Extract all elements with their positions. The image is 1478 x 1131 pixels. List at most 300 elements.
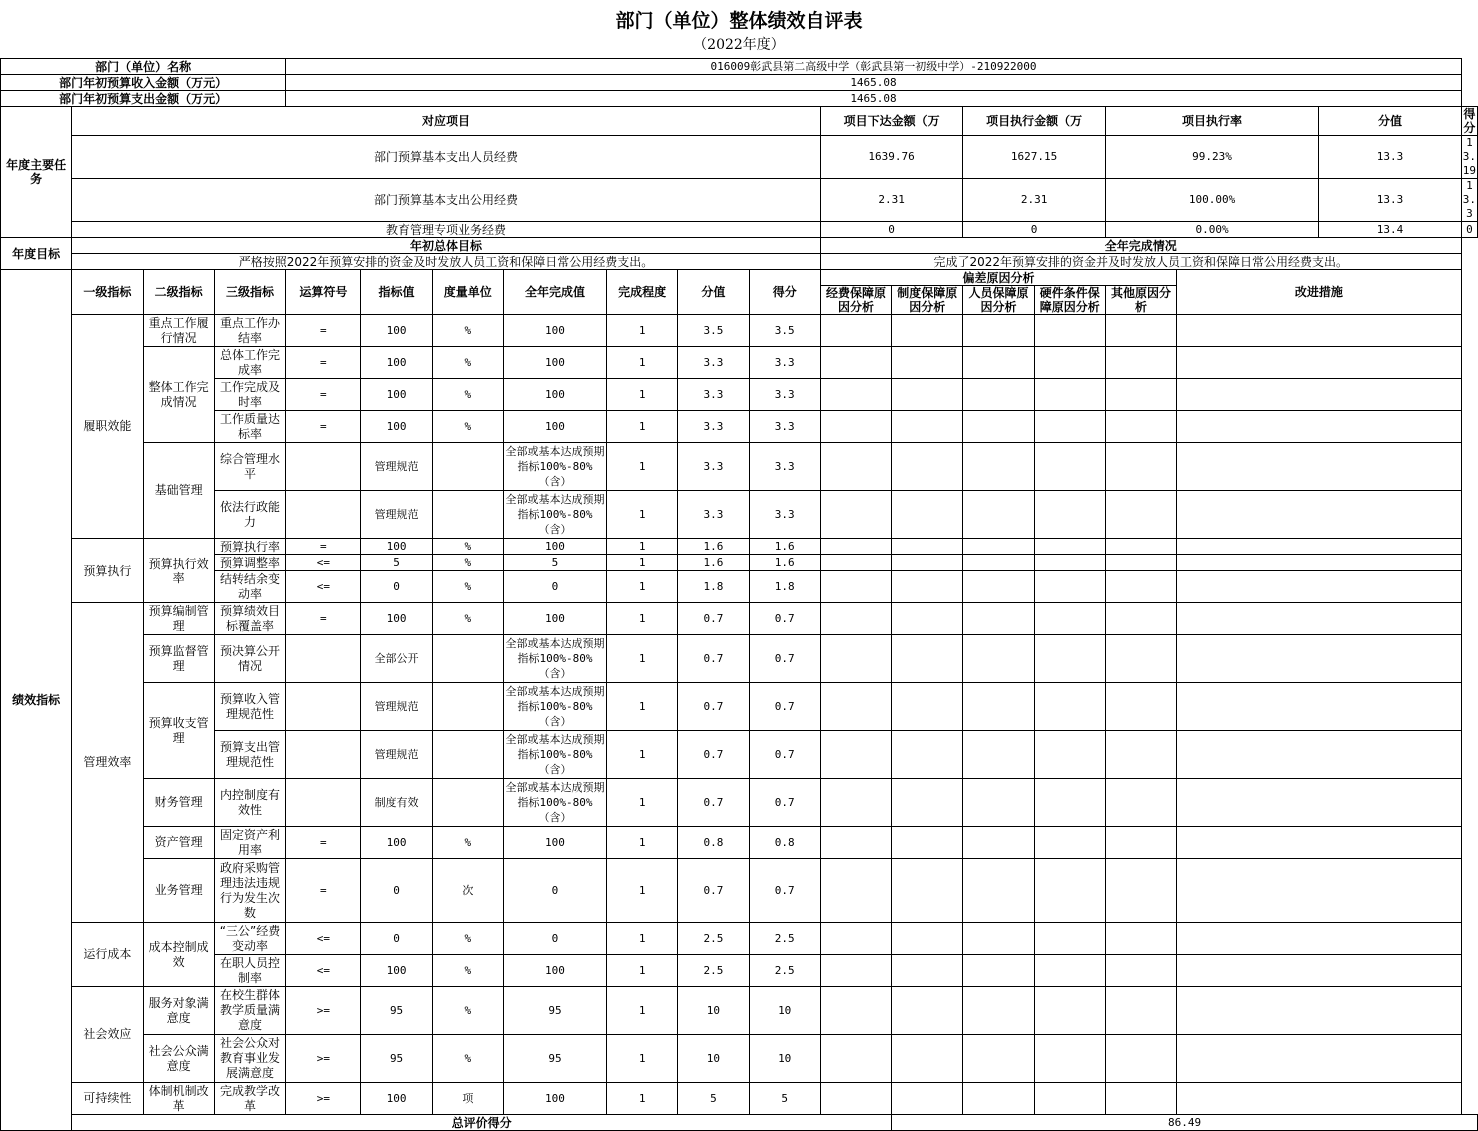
level2-indicator: 重点工作履行情况 (143, 315, 214, 347)
improve-cell (1177, 379, 1462, 411)
deviation-cell (1105, 347, 1176, 379)
target-cell: 95 (361, 1035, 432, 1083)
task-rate: 0.00% (1105, 222, 1318, 238)
unit-cell: % (432, 379, 503, 411)
deviation-cell (820, 923, 891, 955)
score-cell: 0.7 (678, 603, 749, 635)
unit-cell (432, 731, 503, 779)
task-score: 13.4 (1319, 222, 1462, 238)
deviation-cell (1034, 571, 1105, 603)
deviation-cell (1105, 571, 1176, 603)
got-cell: 0.7 (749, 603, 820, 635)
deviation-cell (1105, 859, 1176, 923)
level3-indicator: 预算绩效目标覆盖率 (214, 603, 285, 635)
deviation-cell (892, 731, 963, 779)
improve-cell (1177, 731, 1462, 779)
deviation-cell (1105, 1083, 1176, 1115)
level3-indicator: 工作完成及时率 (214, 379, 285, 411)
unit-cell: 次 (432, 859, 503, 923)
target-cell: 100 (361, 315, 432, 347)
deviation-cell (1034, 379, 1105, 411)
deviation-cell (820, 731, 891, 779)
unit-cell: 项 (432, 1083, 503, 1115)
level1-indicator: 运行成本 (72, 923, 143, 987)
operator-cell: = (286, 827, 361, 859)
deviation-cell (892, 987, 963, 1035)
improve-header: 改进措施 (1177, 270, 1462, 315)
level2-indicator: 预算执行效率 (143, 539, 214, 603)
degree-cell: 1 (607, 1083, 678, 1115)
unit-cell: % (432, 1035, 503, 1083)
deviation-cell (820, 315, 891, 347)
level3-indicator: 预算执行率 (214, 539, 285, 555)
target-cell: 100 (361, 603, 432, 635)
got-cell: 0.8 (749, 827, 820, 859)
indicator-header-unit: 度量单位 (432, 270, 503, 315)
deviation-cell (820, 987, 891, 1035)
indicator-header-level1: 一级指标 (72, 270, 143, 315)
score-cell: 1.8 (678, 571, 749, 603)
tasks-header-executed: 项目执行金额（万 (963, 107, 1106, 136)
level2-indicator: 预算收支管理 (143, 683, 214, 779)
level3-indicator: 社会公众对教育事业发展满意度 (214, 1035, 285, 1083)
task-name: 部门预算基本支出人员经费 (72, 136, 821, 179)
deviation-cell (820, 779, 891, 827)
deviation-cell (820, 683, 891, 731)
level3-indicator: 预算调整率 (214, 555, 285, 571)
actual-cell: 全部或基本达成预期指标100%-80%（含） (503, 443, 606, 491)
deviation-cell (1105, 555, 1176, 571)
deviation-cell (892, 571, 963, 603)
improve-cell (1177, 555, 1462, 571)
deviation-cell (820, 827, 891, 859)
level3-indicator: 预决算公开情况 (214, 635, 285, 683)
level2-indicator: 财务管理 (143, 779, 214, 827)
score-cell: 3.3 (678, 411, 749, 443)
level2-indicator: 社会公众满意度 (143, 1035, 214, 1083)
deviation-header: 偏差原因分析 (820, 270, 1176, 286)
level3-indicator: 工作质量达标率 (214, 411, 285, 443)
task-got: 13.19 (1462, 136, 1476, 177)
target-cell: 95 (361, 987, 432, 1035)
operator-cell: = (286, 315, 361, 347)
unit-cell: % (432, 411, 503, 443)
task-score: 13.3 (1319, 179, 1462, 222)
deviation-cell (963, 827, 1034, 859)
deviation-cell (1105, 923, 1176, 955)
indicator-header-degree: 完成程度 (607, 270, 678, 315)
actual-cell: 全部或基本达成预期指标100%-80%（含） (503, 779, 606, 827)
deviation-cell (963, 315, 1034, 347)
unit-cell: % (432, 555, 503, 571)
goal-complete-header: 全年完成情况 (820, 238, 1461, 254)
got-cell: 3.3 (749, 411, 820, 443)
task-assigned: 0 (820, 222, 963, 238)
got-cell: 0.7 (749, 635, 820, 683)
level1-indicator: 管理效率 (72, 603, 143, 923)
score-cell: 0.8 (678, 827, 749, 859)
indicator-header-score: 分值 (678, 270, 749, 315)
operator-cell: = (286, 379, 361, 411)
degree-cell: 1 (607, 603, 678, 635)
operator-cell: = (286, 347, 361, 379)
actual-cell: 95 (503, 1035, 606, 1083)
degree-cell: 1 (607, 1035, 678, 1083)
actual-cell: 100 (503, 603, 606, 635)
indicators-label: 绩效指标 (1, 270, 72, 1131)
deviation-cell (820, 555, 891, 571)
degree-cell: 1 (607, 347, 678, 379)
deviation-cell (1034, 827, 1105, 859)
expense-label: 部门年初预算支出金额（万元） (1, 91, 286, 107)
deviation-col-header: 制度保障原因分析 (892, 286, 963, 315)
actual-cell: 100 (503, 827, 606, 859)
improve-cell (1177, 955, 1462, 987)
level3-indicator: “三公”经费变动率 (214, 923, 285, 955)
target-cell: 100 (361, 955, 432, 987)
level3-indicator: 政府采购管理违法违规行为发生次数 (214, 859, 285, 923)
improve-cell (1177, 571, 1462, 603)
deviation-cell (1105, 603, 1176, 635)
task-score: 13.3 (1319, 136, 1462, 179)
goal-initial-header: 年初总体目标 (72, 238, 821, 254)
degree-cell: 1 (607, 539, 678, 555)
got-cell: 10 (749, 1035, 820, 1083)
deviation-cell (892, 1035, 963, 1083)
deviation-cell (963, 571, 1034, 603)
total-value: 86.49 (892, 1115, 1478, 1131)
deviation-cell (963, 379, 1034, 411)
operator-cell (286, 635, 361, 683)
deviation-cell (963, 411, 1034, 443)
improve-cell (1177, 411, 1462, 443)
deviation-cell (820, 571, 891, 603)
deviation-cell (1034, 1083, 1105, 1115)
deviation-cell (963, 443, 1034, 491)
deviation-col-header: 经费保障原因分析 (820, 286, 891, 315)
unit-cell: % (432, 827, 503, 859)
deviation-cell (1034, 347, 1105, 379)
level1-indicator: 预算执行 (72, 539, 143, 603)
degree-cell: 1 (607, 571, 678, 603)
unit-cell: % (432, 347, 503, 379)
level3-indicator: 预算收入管理规范性 (214, 683, 285, 731)
improve-cell (1177, 859, 1462, 923)
indicator-header-level2: 二级指标 (143, 270, 214, 315)
task-got: 0 (1461, 222, 1477, 238)
deviation-cell (892, 411, 963, 443)
deviation-cell (892, 347, 963, 379)
deviation-cell (1105, 379, 1176, 411)
deviation-cell (963, 1035, 1034, 1083)
level3-indicator: 结转结余变动率 (214, 571, 285, 603)
operator-cell: <= (286, 955, 361, 987)
deviation-col-header: 人员保障原因分析 (963, 286, 1034, 315)
deviation-cell (963, 635, 1034, 683)
tasks-header-rate: 项目执行率 (1105, 107, 1318, 136)
target-cell: 100 (361, 379, 432, 411)
degree-cell: 1 (607, 411, 678, 443)
indicator-header-actual: 全年完成值 (503, 270, 606, 315)
got-cell: 3.3 (749, 443, 820, 491)
deviation-cell (892, 539, 963, 555)
degree-cell: 1 (607, 827, 678, 859)
operator-cell: >= (286, 1083, 361, 1115)
deviation-cell (1034, 555, 1105, 571)
actual-cell: 全部或基本达成预期指标100%-80%（含） (503, 635, 606, 683)
indicator-header-target: 指标值 (361, 270, 432, 315)
unit-name-value: 016009彰武县第二高级中学（彰武县第一初级中学）-210922000 (286, 59, 1462, 75)
target-cell: 0 (361, 571, 432, 603)
improve-cell (1177, 443, 1462, 491)
target-cell: 100 (361, 827, 432, 859)
deviation-cell (892, 379, 963, 411)
deviation-cell (1105, 635, 1176, 683)
task-executed: 1627.15 (963, 136, 1106, 179)
target-cell: 管理规范 (361, 491, 432, 539)
actual-cell: 0 (503, 859, 606, 923)
tasks-header-assigned: 项目下达金额（万 (820, 107, 963, 136)
deviation-cell (892, 827, 963, 859)
deviation-cell (1034, 987, 1105, 1035)
level3-indicator: 总体工作完成率 (214, 347, 285, 379)
score-cell: 5 (678, 1083, 749, 1115)
tasks-header-score: 分值 (1319, 107, 1462, 136)
task-assigned: 2.31 (820, 179, 963, 222)
operator-cell: <= (286, 555, 361, 571)
got-cell: 0.7 (749, 779, 820, 827)
unit-cell: % (432, 539, 503, 555)
operator-cell: >= (286, 1035, 361, 1083)
degree-cell: 1 (607, 555, 678, 571)
deviation-cell (1105, 411, 1176, 443)
deviation-cell (820, 1083, 891, 1115)
deviation-cell (963, 779, 1034, 827)
level2-indicator: 体制机制改革 (143, 1083, 214, 1115)
got-cell: 2.5 (749, 923, 820, 955)
unit-cell (432, 443, 503, 491)
deviation-cell (963, 955, 1034, 987)
actual-cell: 100 (503, 955, 606, 987)
task-executed: 0 (963, 222, 1106, 238)
deviation-cell (820, 539, 891, 555)
deviation-cell (892, 443, 963, 491)
unit-cell (432, 491, 503, 539)
level1-indicator: 履职效能 (72, 315, 143, 539)
deviation-cell (963, 603, 1034, 635)
actual-cell: 100 (503, 539, 606, 555)
target-cell: 0 (361, 923, 432, 955)
task-got: 13.3 (1462, 179, 1476, 220)
deviation-cell (963, 555, 1034, 571)
degree-cell: 1 (607, 859, 678, 923)
level3-indicator: 综合管理水平 (214, 443, 285, 491)
improve-cell (1177, 683, 1462, 731)
level2-indicator: 预算编制管理 (143, 603, 214, 635)
expense-value: 1465.08 (286, 91, 1462, 107)
deviation-cell (1105, 987, 1176, 1035)
deviation-cell (963, 539, 1034, 555)
score-cell: 1.6 (678, 539, 749, 555)
unit-cell (432, 683, 503, 731)
deviation-cell (892, 1083, 963, 1115)
actual-cell: 100 (503, 347, 606, 379)
got-cell: 0.7 (749, 683, 820, 731)
level1-indicator: 可持续性 (72, 1083, 143, 1115)
unit-cell: % (432, 315, 503, 347)
deviation-cell (963, 683, 1034, 731)
target-cell: 管理规范 (361, 731, 432, 779)
deviation-cell (820, 491, 891, 539)
actual-cell: 全部或基本达成预期指标100%-80%（含） (503, 731, 606, 779)
unit-cell: % (432, 923, 503, 955)
task-name: 部门预算基本支出公用经费 (72, 179, 821, 222)
actual-cell: 全部或基本达成预期指标100%-80%（含） (503, 683, 606, 731)
degree-cell: 1 (607, 635, 678, 683)
improve-cell (1177, 635, 1462, 683)
score-cell: 3.3 (678, 347, 749, 379)
actual-cell: 100 (503, 1083, 606, 1115)
actual-cell: 0 (503, 923, 606, 955)
score-cell: 0.7 (678, 683, 749, 731)
deviation-cell (892, 923, 963, 955)
score-cell: 0.7 (678, 779, 749, 827)
deviation-cell (963, 859, 1034, 923)
deviation-cell (1034, 923, 1105, 955)
deviation-cell (1034, 315, 1105, 347)
deviation-cell (1105, 491, 1176, 539)
degree-cell: 1 (607, 779, 678, 827)
deviation-col-header: 硬件条件保障原因分析 (1034, 286, 1105, 315)
operator-cell (286, 443, 361, 491)
operator-cell: = (286, 859, 361, 923)
improve-cell (1177, 315, 1462, 347)
improve-cell (1177, 1083, 1462, 1115)
level2-indicator: 成本控制成效 (143, 923, 214, 987)
unit-cell (432, 635, 503, 683)
target-cell: 5 (361, 555, 432, 571)
operator-cell (286, 731, 361, 779)
target-cell: 100 (361, 539, 432, 555)
deviation-cell (892, 683, 963, 731)
unit-cell: % (432, 987, 503, 1035)
operator-cell (286, 491, 361, 539)
score-cell: 1.6 (678, 555, 749, 571)
target-cell: 100 (361, 1083, 432, 1115)
indicator-header-got: 得分 (749, 270, 820, 315)
improve-cell (1177, 347, 1462, 379)
deviation-cell (892, 635, 963, 683)
level3-indicator: 内控制度有效性 (214, 779, 285, 827)
actual-cell: 100 (503, 379, 606, 411)
got-cell: 3.3 (749, 347, 820, 379)
actual-cell: 0 (503, 571, 606, 603)
score-cell: 2.5 (678, 955, 749, 987)
got-cell: 3.5 (749, 315, 820, 347)
got-cell: 3.3 (749, 491, 820, 539)
goal-initial-text: 严格按照2022年预算安排的资金及时发放人员工资和保障日常公用经费支出。 (72, 254, 821, 270)
deviation-cell (963, 987, 1034, 1035)
total-label: 总评价得分 (72, 1115, 892, 1131)
deviation-cell (1105, 955, 1176, 987)
tasks-header-got: 得分 (1461, 107, 1477, 136)
level2-indicator: 资产管理 (143, 827, 214, 859)
got-cell: 3.3 (749, 379, 820, 411)
deviation-cell (820, 603, 891, 635)
degree-cell: 1 (607, 491, 678, 539)
unit-name-label: 部门（单位）名称 (1, 59, 286, 75)
score-cell: 0.7 (678, 731, 749, 779)
got-cell: 0.7 (749, 731, 820, 779)
deviation-cell (1105, 731, 1176, 779)
deviation-cell (963, 731, 1034, 779)
degree-cell: 1 (607, 731, 678, 779)
deviation-cell (1034, 731, 1105, 779)
income-value: 1465.08 (286, 75, 1462, 91)
degree-cell: 1 (607, 683, 678, 731)
level3-indicator: 重点工作办结率 (214, 315, 285, 347)
deviation-cell (820, 347, 891, 379)
deviation-cell (1034, 491, 1105, 539)
target-cell: 100 (361, 411, 432, 443)
degree-cell: 1 (607, 315, 678, 347)
tasks-header-project: 对应项目 (72, 107, 821, 136)
operator-cell: <= (286, 923, 361, 955)
deviation-cell (1105, 539, 1176, 555)
deviation-cell (963, 1083, 1034, 1115)
income-label: 部门年初预算收入金额（万元） (1, 75, 286, 91)
level2-indicator: 预算监督管理 (143, 635, 214, 683)
score-cell: 3.3 (678, 443, 749, 491)
got-cell: 0.7 (749, 859, 820, 923)
deviation-cell (963, 491, 1034, 539)
actual-cell: 5 (503, 555, 606, 571)
level3-indicator: 在校生群体教学质量满意度 (214, 987, 285, 1035)
deviation-cell (820, 859, 891, 923)
deviation-cell (892, 491, 963, 539)
deviation-cell (1105, 683, 1176, 731)
goal-label: 年度目标 (1, 238, 72, 270)
target-cell: 管理规范 (361, 443, 432, 491)
deviation-cell (892, 955, 963, 987)
score-cell: 3.3 (678, 491, 749, 539)
got-cell: 10 (749, 987, 820, 1035)
got-cell: 1.6 (749, 539, 820, 555)
level2-indicator: 基础管理 (143, 443, 214, 539)
deviation-cell (1034, 539, 1105, 555)
score-cell: 2.5 (678, 923, 749, 955)
got-cell: 1.6 (749, 555, 820, 571)
operator-cell: >= (286, 987, 361, 1035)
operator-cell: = (286, 539, 361, 555)
level3-indicator: 固定资产利用率 (214, 827, 285, 859)
task-assigned: 1639.76 (820, 136, 963, 179)
page-subtitle: （2022年度） (693, 37, 785, 53)
deviation-cell (820, 635, 891, 683)
target-cell: 100 (361, 347, 432, 379)
got-cell: 2.5 (749, 955, 820, 987)
improve-cell (1177, 987, 1462, 1035)
degree-cell: 1 (607, 443, 678, 491)
tasks-label: 年度主要任务 (1, 107, 72, 238)
level2-indicator: 整体工作完成情况 (143, 347, 214, 443)
degree-cell: 1 (607, 955, 678, 987)
deviation-cell (1034, 603, 1105, 635)
deviation-cell (1034, 635, 1105, 683)
level3-indicator: 依法行政能力 (214, 491, 285, 539)
deviation-cell (820, 443, 891, 491)
unit-cell: % (432, 603, 503, 635)
